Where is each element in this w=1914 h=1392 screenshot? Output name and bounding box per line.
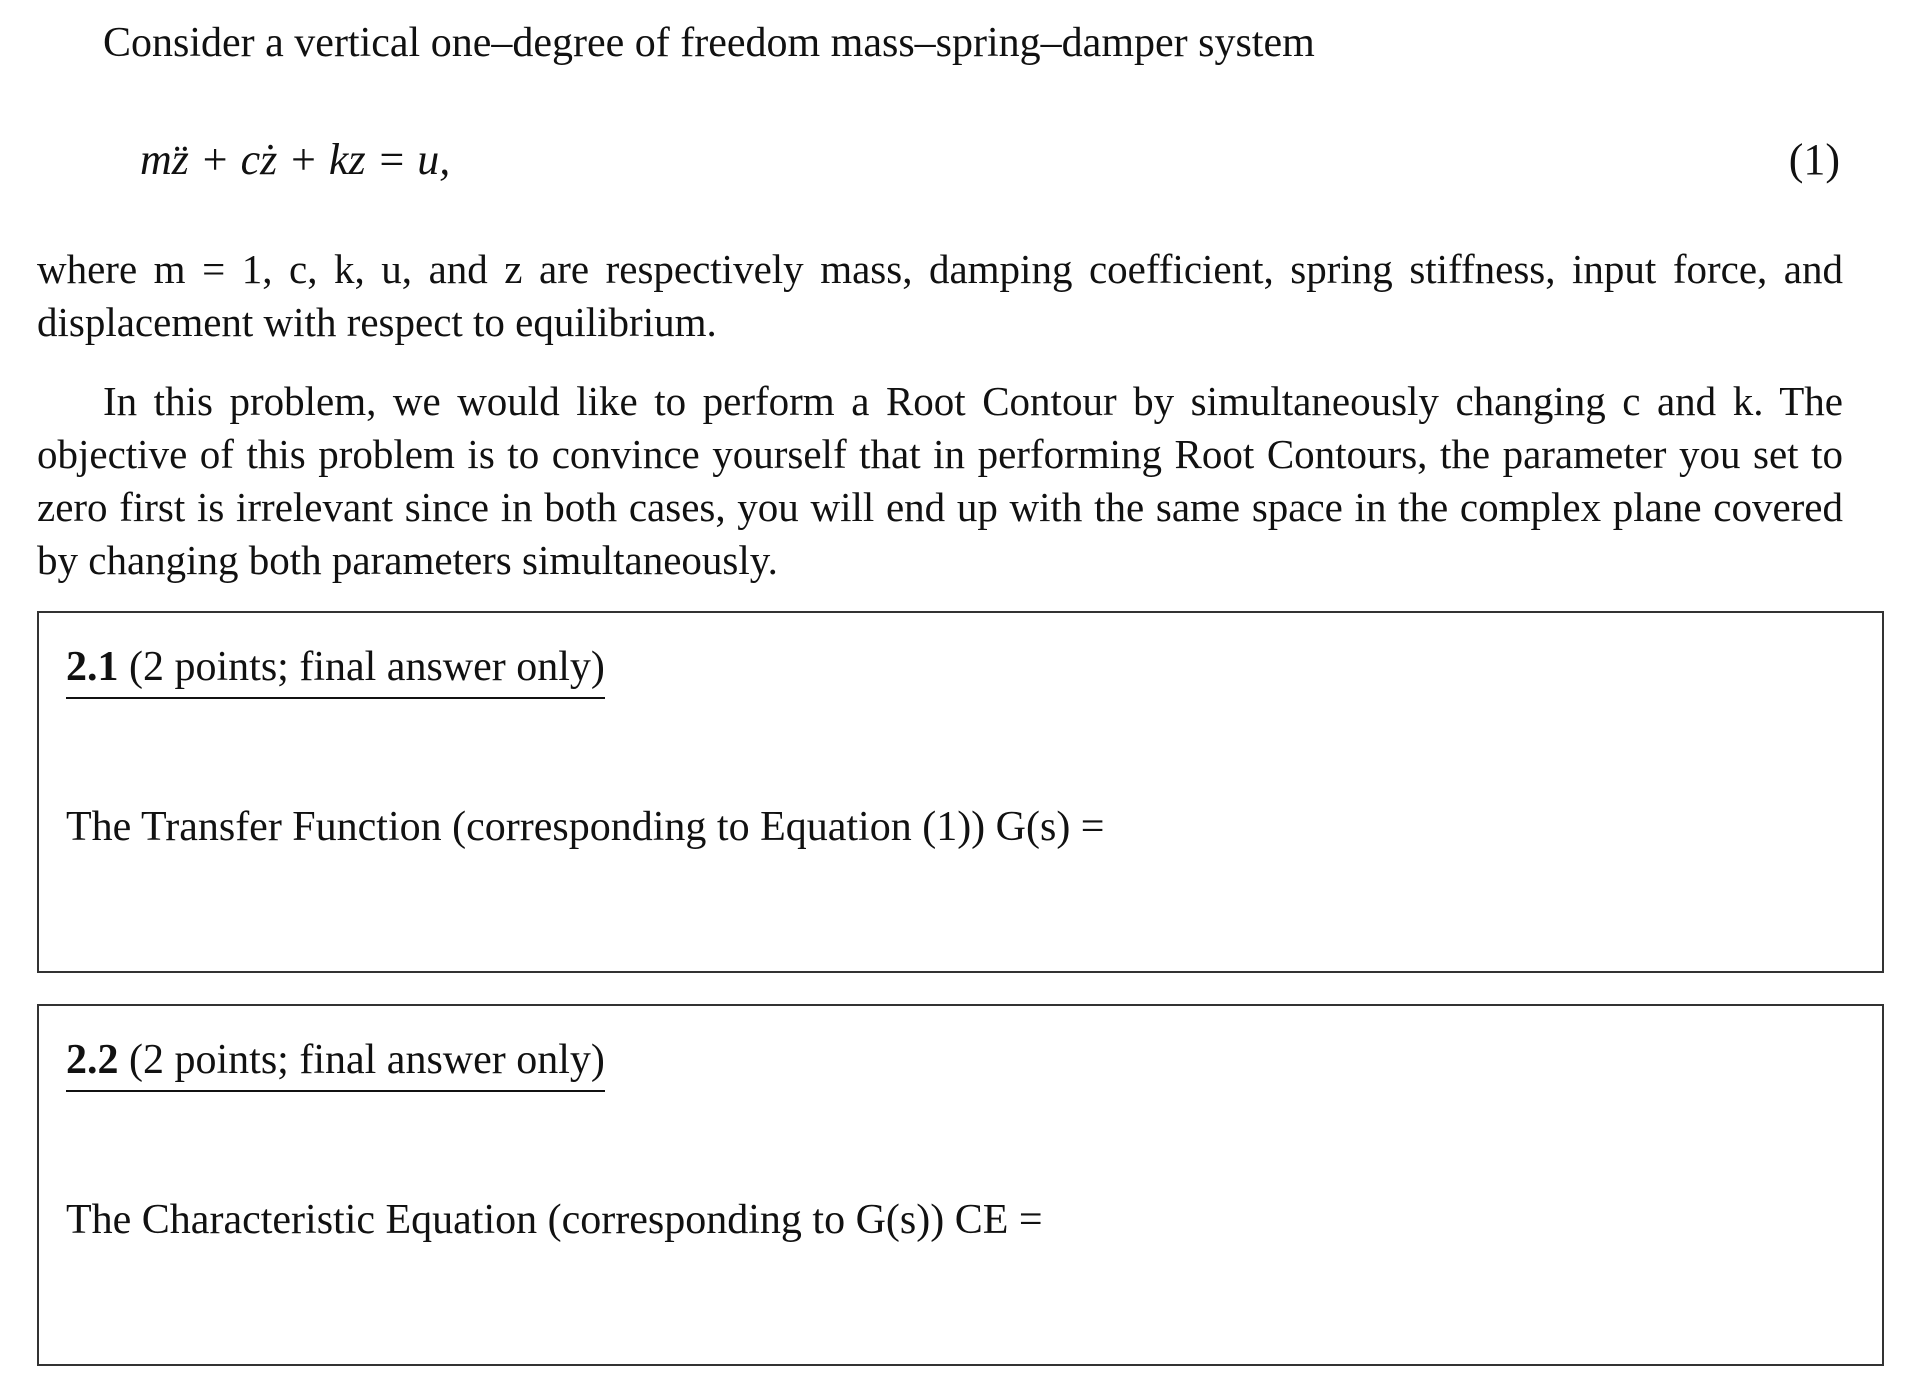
problem-statement-paragraph: In this problem, we would like to perform a Root Contour by simultaneously changing c and k. The objective of this problem is to convince yourself that in performing Root Contours, the parameter you set to zero first is irrelevant since in both cases, you will end up with the same space in the complex plane covered by changing both parameters simultaneously. xyxy=(37,378,1843,583)
question-prompt: The Characteristic Equation (corresponding to G(s)) CE = xyxy=(66,1197,1043,1243)
equation-expression: mz̈ + cż + kz = u, xyxy=(140,135,451,184)
answer-box-2-2 xyxy=(37,1004,1884,1366)
question-number: 2.2 xyxy=(66,1037,119,1083)
question-heading xyxy=(66,1032,605,1092)
question-heading xyxy=(66,639,605,699)
definitions-paragraph: where m = 1, c, k, u, and z are respectively mass, damping coefficient, spring stiffness, input force, and displacement with respect to equilibrium. xyxy=(37,246,1843,345)
question-number: 2.1 xyxy=(66,644,119,690)
answer-box-2-1 xyxy=(37,611,1884,973)
intro-text: Consider a vertical one–degree of freedom mass–spring–damper system xyxy=(103,20,1315,66)
question-details: (2 points; final answer only) xyxy=(129,1037,605,1083)
question-details: (2 points; final answer only) xyxy=(129,644,605,690)
equation-number: (1) xyxy=(1788,135,1840,184)
equation-row xyxy=(140,128,1840,192)
question-prompt: The Transfer Function (corresponding to Equation (1)) G(s) = xyxy=(66,804,1105,850)
